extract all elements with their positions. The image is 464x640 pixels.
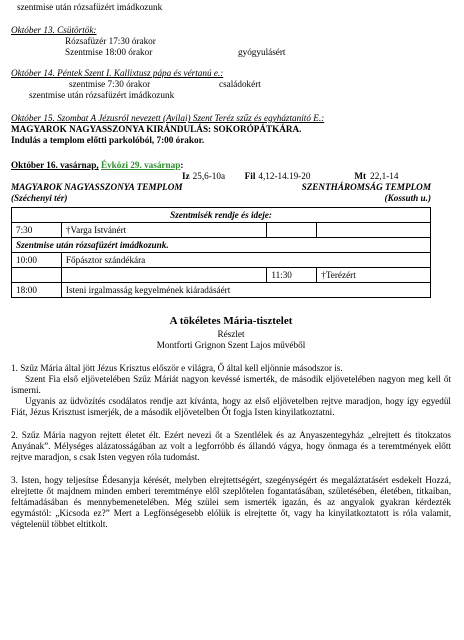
oct13-section <box>11 25 454 58</box>
row4-time: 11:30 <box>267 268 317 283</box>
oct15-section <box>11 113 454 146</box>
oct13-mass-time: Szentmise 18:00 órakor <box>65 47 153 58</box>
article <box>11 315 451 530</box>
intro-line: szentmise után rózsafüzért imádkozunk <box>17 2 163 12</box>
row5-time: 18:00 <box>12 283 62 298</box>
row3-time: 10:00 <box>12 253 62 268</box>
article-title: A tökéletes Mária-tisztelet <box>169 315 293 328</box>
readings <box>11 171 454 182</box>
article-p2: 2. Szűz Mária nagyon rejtett életet élt. Ezért nevezi őt a Szentlélek és az Anyaszentegyház „elrejtett és titokzatos Anyának”. Mélységes alázatosságában az volt a legforróbb és állandó vágya, hogy önmaga és a teremtmények előtt rejtve maradjon, s csak Isten vegyen róla tudomást. <box>11 429 451 462</box>
table-row <box>12 208 431 223</box>
reading1: 25,6-10a <box>192 171 226 182</box>
table-row <box>12 283 431 298</box>
row4-text: †Terézért <box>317 268 431 283</box>
church-right-sub: (Kossuth u.) <box>384 193 431 204</box>
article-p3: 3. Isten, hogy teljesítse Édesanyja kérését, melyben elrejtettségért, szegénységért és megaláztatásért esdekelt Hozzá, elrejtette őt majdnem minden emberi teremtménye elől szeplőtelen fogantatásában, születésében, életében, titkaiban, feltámadásában és mennybemenetelében. Még szülei sem ismerték igazán, és az angyalok gyakran kérdezték egymástól: „Kicsoda ez?” Mert a Legfönségesebb elólük is elrejtette őt, vagy ha kinyilatkoztatott is róla valamit, végtelenül többet eltitkolt. <box>11 474 451 530</box>
row1-time: 7:30 <box>12 223 62 238</box>
church-left-sub: (Széchenyi tér) <box>11 193 68 204</box>
oct14-mass-intent: családokért <box>219 79 261 90</box>
schedule-header: Szentmisék rendje és ideje: <box>12 208 431 223</box>
article-author: Montforti Grignon Szent Lajos művéből <box>156 339 306 350</box>
mass-schedule-table <box>11 207 431 298</box>
oct15-departure: Indulás a templom előtti parkolóból, 7:00 órakor. <box>11 135 205 146</box>
article-p1c: Ugyanis az üdvözítés csodálatos rendje azt kívánta, hogy az első eljövetelben rejtve maradjon, hogy így egyedül Fiát, Jézus Krisztust ismerjék, de a második eljövetelben Őt fogja Isten kinyilatkoztatni. <box>11 395 451 417</box>
article-p1: 1. Szűz Mária által jött Jézus Krisztus először e világra, Ő által kell eljönnie másodszor is. <box>11 362 343 373</box>
oct15-trip: MAGYAROK NAGYASSZONYA KIRÁNDULÁS: SOKORÓPÁTKÁRA. <box>11 124 302 135</box>
church-subs <box>11 193 431 204</box>
article-subtitle: Részlet <box>217 328 245 339</box>
reading2: 4,12-14.19-20 <box>258 171 311 182</box>
oct14-mass-time: szentmise 7:30 órakor <box>69 79 151 90</box>
oct16-heading <box>11 160 454 171</box>
oct16-sunday: Évközi 29. vasárnap <box>100 160 181 171</box>
oct16-colon: : <box>180 160 184 171</box>
reading2-label: Fil <box>244 171 256 182</box>
oct14-line2: szentmise után rózsafüzért imádkozunk <box>29 90 175 101</box>
oct16-section <box>11 160 454 204</box>
oct14-heading: Október 14. Péntek Szent I. Kallixtusz pápa és vértanú e.: <box>11 68 224 79</box>
table-row <box>12 238 431 253</box>
oct14-line1 <box>11 79 454 90</box>
reading3: 22,1-14 <box>370 171 399 182</box>
oct16-date: Október 16. vasárnap, <box>11 160 99 171</box>
table-row <box>12 223 431 238</box>
oct15-heading: Október 15. Szombat A Jézusról nevezett (Avilai) Szent Teréz szűz és egyháztanító E.: <box>11 113 325 124</box>
oct13-mass-intent: gyógyulásért <box>238 47 286 58</box>
reading3-label: Mt <box>354 171 367 182</box>
oct13-line2 <box>11 47 454 58</box>
row3-text: Főpásztor szándékára <box>61 253 430 268</box>
church-right: SZENTHÁROMSÁG TEMPLOM <box>301 182 431 193</box>
row1-text: †Varga Istvánért <box>61 223 266 238</box>
row2-note: Szentmise után rózsafüzért imádkozunk. <box>12 238 431 253</box>
table-row <box>12 253 431 268</box>
oct13-line1: Rózsafüzér 17:30 órakor <box>65 36 156 47</box>
oct14-section <box>11 68 454 101</box>
church-names <box>11 182 431 193</box>
table-row <box>12 268 431 283</box>
reading1-label: Iz <box>182 171 190 182</box>
article-p1b: Szent Fia első eljövetelében Szűz Máriát nagyon kevéssé ismerték, de második eljövetelében nagyon meg kell őt ismerni. <box>11 373 451 395</box>
oct13-heading: Október 13. Csütörtök: <box>11 25 97 36</box>
church-left: MAGYAROK NAGYASSZONYA TEMPLOM <box>11 182 183 193</box>
row5-text: Isteni irgalmasság kegyelmének kiáradásáért <box>61 283 430 298</box>
